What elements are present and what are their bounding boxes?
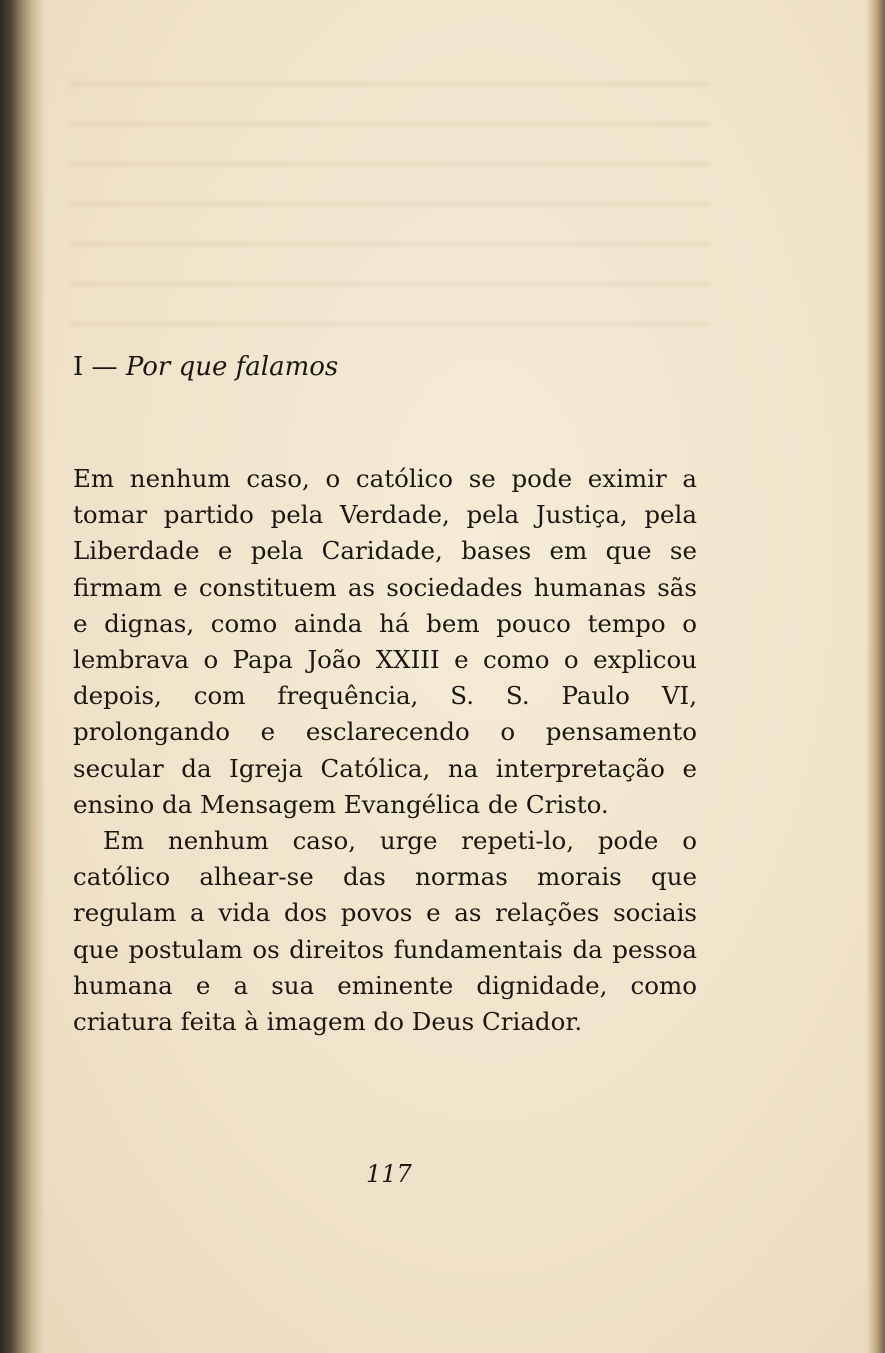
chapter-heading [73, 352, 338, 382]
show-through-text [70, 60, 710, 360]
page-number: 117 [366, 1160, 412, 1188]
body-text [73, 461, 697, 1040]
page-edge-shadow [867, 0, 885, 1353]
chapter-number: I — [73, 352, 118, 382]
paragraph-1: Em nenhum caso, o católico se pode eximir a tomar partido pela Verdade, pela Justiça, pela Liberdade e pela Caridade, bases em que se firmam e constituem as sociedades humanas sãs e dignas, como ainda há bem pouco tempo o lembrava o Papa João XXIII e como o explicou depois, com frequência, S. S. Paulo VI, prolongando e esclarecendo o pensamento secular da Igreja Católica, na interpretação e ensino da Mensagem Evangélica de Cristo. [73, 464, 697, 819]
book-binding-shadow [0, 0, 44, 1353]
paragraph-2: Em nenhum caso, urge repeti-lo, pode o católico alhear-se das normas morais que regulam a vida dos povos e as relações sociais que postulam os direitos fundamentais da pessoa humana e a sua eminente dignidade, como criatura feita à imagem do Deus Criador. [73, 826, 697, 1037]
chapter-title: Por que falamos [125, 352, 339, 382]
